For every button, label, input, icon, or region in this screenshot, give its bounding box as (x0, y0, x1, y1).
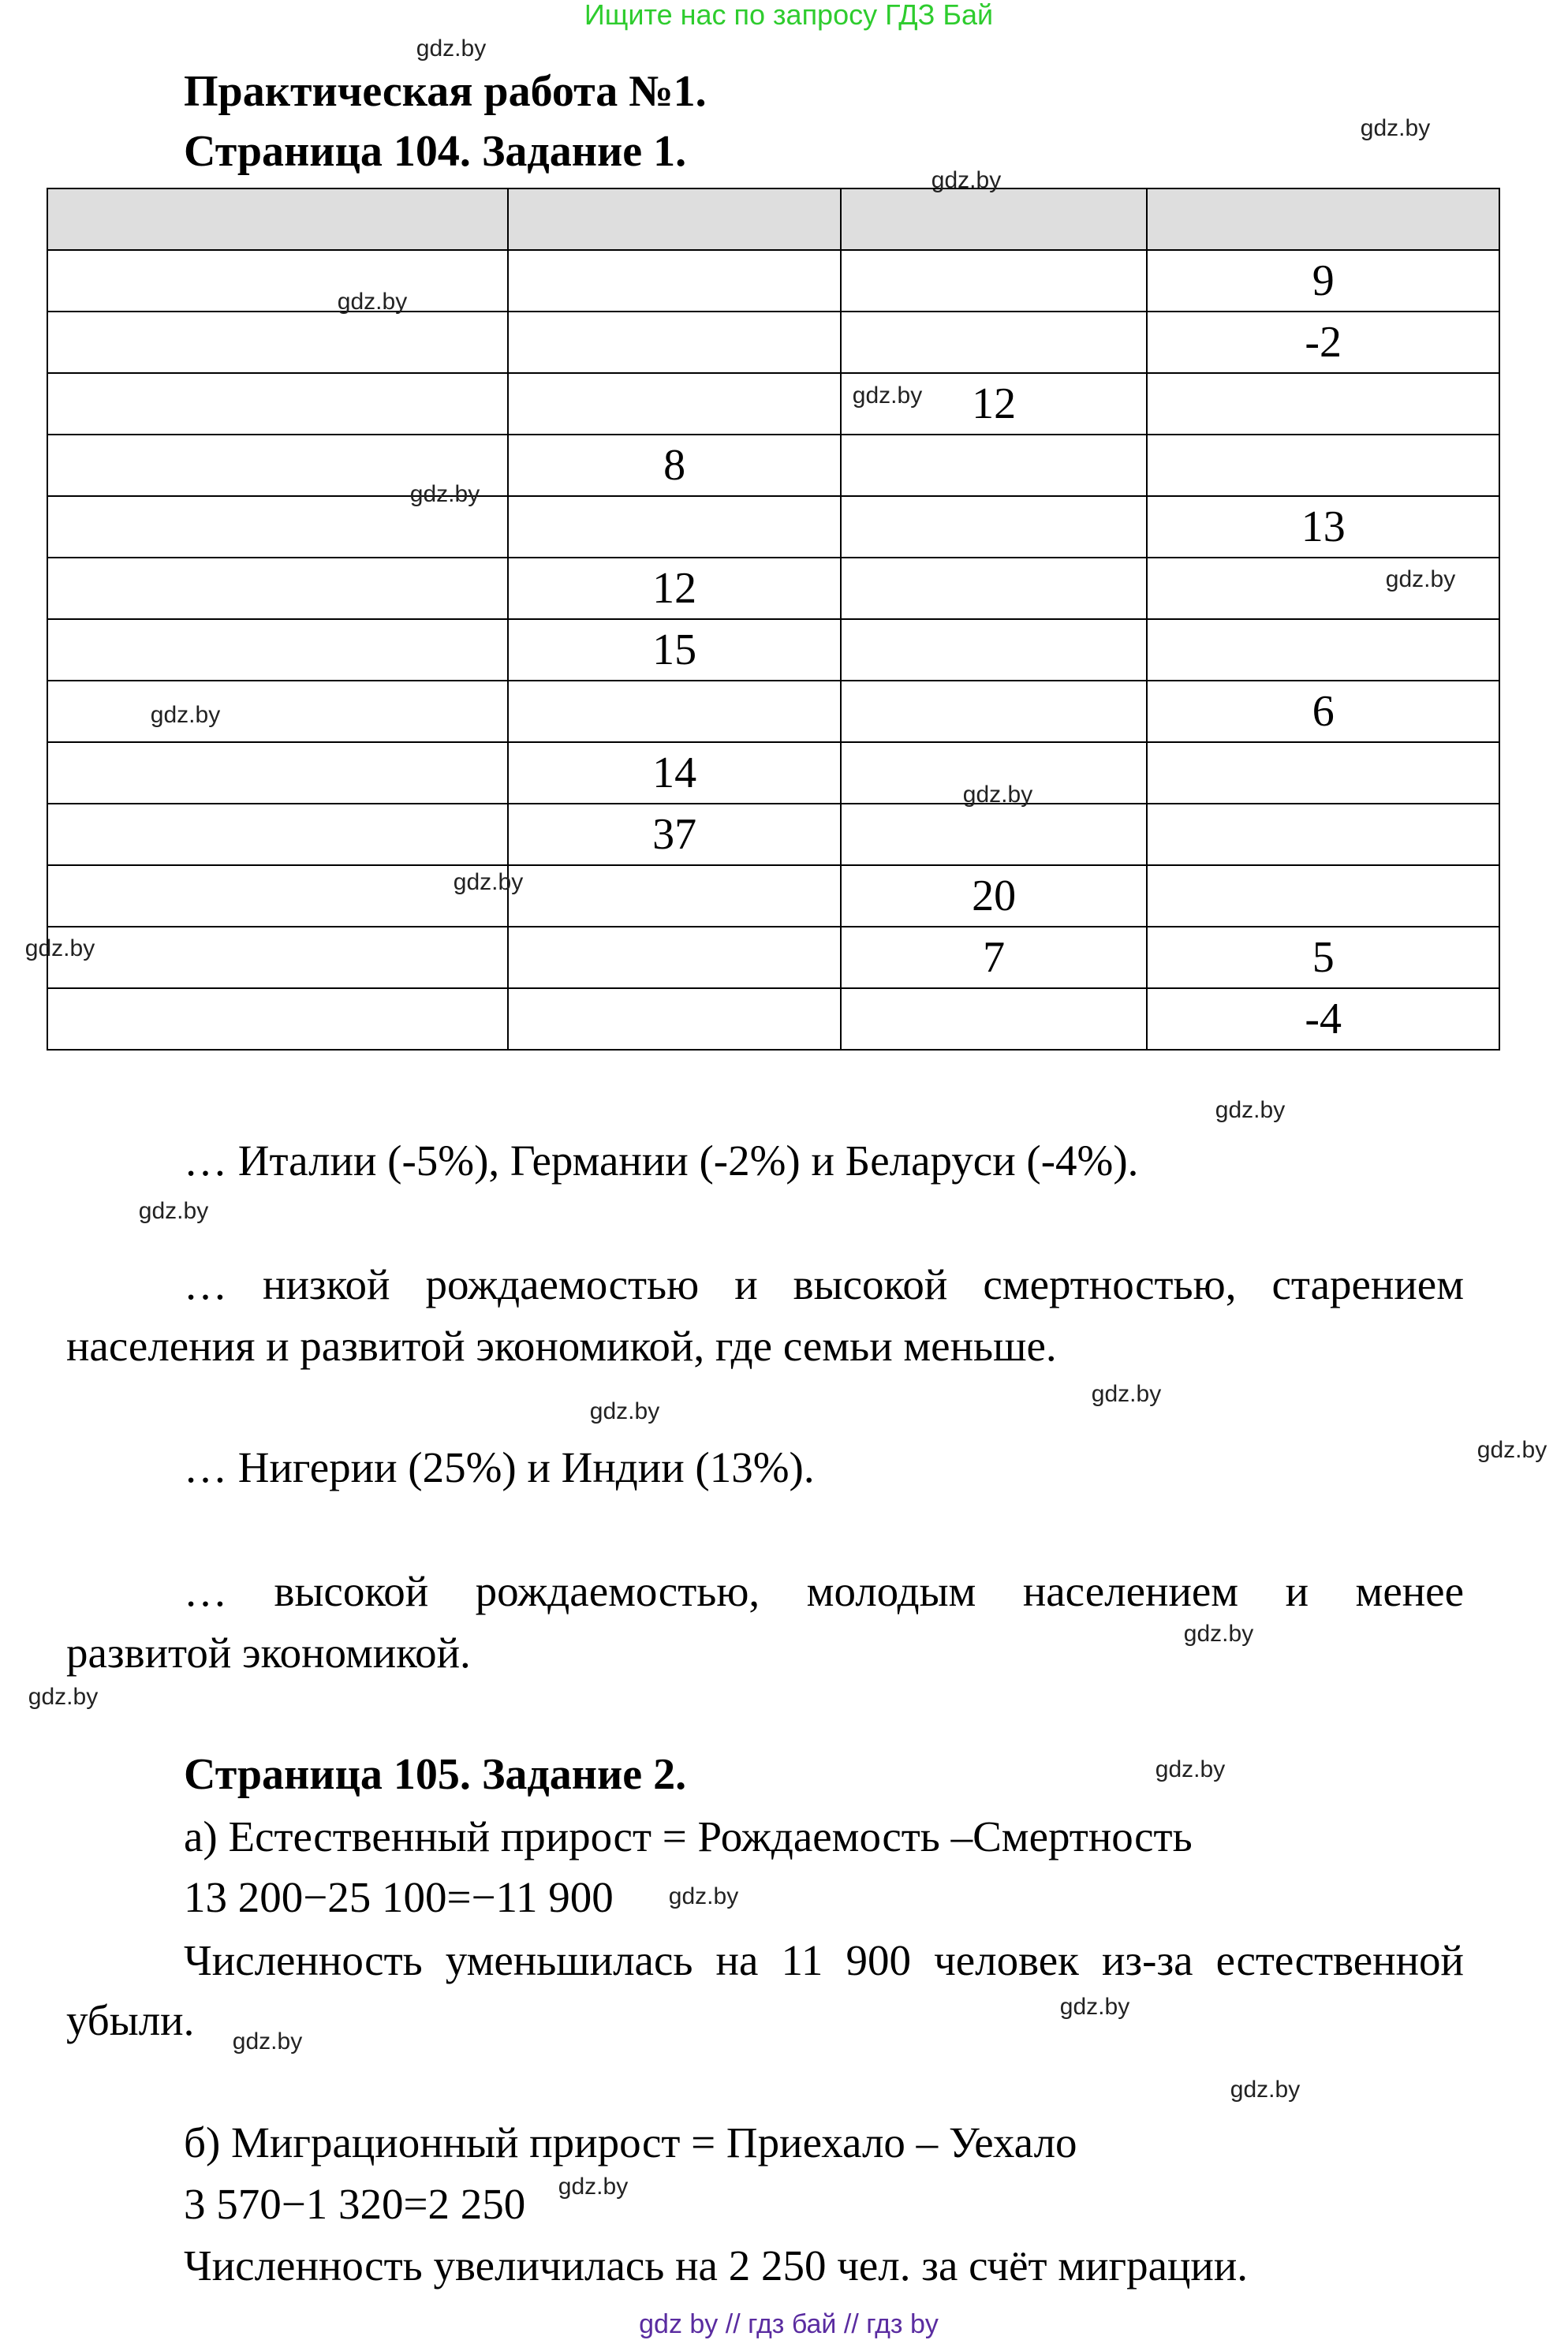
table-row (47, 619, 1499, 681)
watermark: gdz.by (1385, 566, 1456, 592)
table-cell: 7 (841, 927, 1148, 988)
table-cell (508, 312, 841, 373)
table-cell (508, 373, 841, 435)
table-cell (47, 312, 508, 373)
table-cell (841, 619, 1148, 681)
table-cell: 12 (841, 373, 1148, 435)
table-cell: 37 (508, 804, 841, 865)
table-cell (841, 988, 1148, 1050)
answer-reason-decline-line2: населения и развитой экономикой, где семьи меньше. (66, 1322, 1057, 1370)
answer-countries-decline: … Италии (-5%), Германии (-2%) и Беларуси (-4%). (184, 1136, 1139, 1185)
table-row (47, 373, 1499, 435)
table-row (47, 312, 1499, 373)
search-banner[interactable]: Ищите нас по запросу ГДЗ Бай (584, 0, 994, 31)
table-cell (1147, 373, 1499, 435)
migration-growth-result: Численность увеличилась на 2 250 чел. за счёт миграции. (184, 2241, 1249, 2290)
table-cell (841, 435, 1148, 496)
answer-reason-growth-line2: развитой экономикой. (66, 1629, 471, 1677)
footer-links[interactable]: gdz by // гдз бай // гдз by (639, 2309, 939, 2339)
table-cell (508, 250, 841, 312)
table-cell (47, 681, 508, 742)
watermark: gdz.by (1215, 1097, 1286, 1123)
table-cell: 13 (1147, 496, 1499, 558)
table-cell (47, 865, 508, 927)
answer-countries-growth: … Нигерии (25%) и Индии (13%). (184, 1443, 815, 1491)
watermark: gdz.by (232, 2028, 303, 2054)
table-cell: -4 (1147, 988, 1499, 1050)
watermark: gdz.by (1059, 1994, 1130, 2020)
watermark: gdz.by (852, 383, 923, 409)
table-cell: 12 (508, 558, 841, 619)
table-cell (47, 742, 508, 804)
header-cell (47, 188, 508, 250)
migration-growth-formula: б) Миграционный прирост = Приехало – Уехало (184, 2118, 1077, 2166)
data-table (47, 188, 1500, 1051)
watermark: gdz.by (962, 782, 1033, 808)
watermark: gdz.by (337, 289, 408, 315)
natural-growth-result-line2: убыли. (66, 1996, 195, 2044)
page-title: Практическая работа №1. (184, 67, 707, 116)
table-row (47, 804, 1499, 865)
watermark: gdz.by (1091, 1381, 1162, 1407)
header-cell (1147, 188, 1499, 250)
watermark: gdz.by (24, 935, 95, 961)
table-cell (47, 619, 508, 681)
table-cell (47, 804, 508, 865)
answer-reason-decline-line1: … низкой рождаемостью и высокой смертностью, старением (184, 1260, 1464, 1308)
table-cell (841, 496, 1148, 558)
table-cell (47, 250, 508, 315)
watermark: gdz.by (409, 481, 480, 507)
table-cell (508, 865, 841, 927)
table-row (47, 496, 1499, 558)
table-cell (1147, 865, 1499, 927)
watermark: gdz.by (558, 2174, 629, 2200)
table-cell: 9 (1147, 250, 1499, 312)
table-cell (508, 681, 841, 742)
section1-heading: Страница 104. Задание 1. (184, 127, 687, 176)
table-cell: 15 (508, 619, 841, 681)
table-cell (508, 927, 841, 988)
table-cell (1147, 742, 1499, 804)
table-cell (841, 250, 1148, 312)
table-row (47, 250, 1499, 312)
table-cell (47, 373, 508, 435)
table-cell (841, 804, 1148, 865)
table-cell: 14 (508, 742, 841, 804)
table-cell (47, 927, 508, 988)
watermark: gdz.by (416, 35, 487, 62)
natural-growth-calc: 13 200−25 100=−11 900 (184, 1873, 614, 1921)
watermark: gdz.by (150, 702, 221, 728)
watermark: gdz.by (931, 167, 1002, 193)
table-cell (1147, 619, 1499, 681)
watermark: gdz.by (138, 1198, 209, 1224)
table-cell: 8 (508, 435, 841, 496)
watermark: gdz.by (1360, 115, 1431, 141)
natural-growth-result-line1: Численность уменьшилась на 11 900 человек из-за естественной (184, 1936, 1464, 1984)
section2-heading: Страница 105. Задание 2. (184, 1750, 687, 1799)
table-row (47, 927, 1499, 988)
table-cell (1147, 804, 1499, 865)
table-cell (508, 988, 841, 1050)
table-cell: 5 (1147, 927, 1499, 988)
table-cell (47, 988, 508, 1050)
watermark: gdz.by (453, 869, 524, 895)
table-cell (841, 681, 1148, 742)
watermark: gdz.by (589, 1398, 660, 1424)
table-cell (1147, 435, 1499, 496)
watermark: gdz.by (1155, 1756, 1226, 1782)
watermark: gdz.by (28, 1684, 99, 1710)
migration-growth-calc: 3 570−1 320=2 250 (184, 2180, 526, 2228)
watermark: gdz.by (668, 1883, 739, 1909)
table-cell (841, 312, 1148, 373)
watermark: gdz.by (1477, 1437, 1547, 1463)
watermark: gdz.by (1230, 2077, 1301, 2103)
header-cell (508, 188, 841, 250)
table-cell (47, 558, 508, 619)
table-cell: -2 (1147, 312, 1499, 373)
table-row (47, 558, 1499, 619)
table-row (47, 988, 1499, 1050)
table-cell (841, 558, 1148, 619)
table-row (47, 742, 1499, 804)
header-cell (841, 188, 1148, 250)
table-header-row (47, 188, 1499, 250)
table-cell: 20 (841, 865, 1148, 927)
table-row (47, 681, 1499, 742)
table-row (47, 435, 1499, 496)
table-cell (508, 496, 841, 558)
natural-growth-formula: а) Естественный прирост = Рождаемость –Смертность (184, 1812, 1193, 1860)
table-row (47, 865, 1499, 927)
table-cell: 6 (1147, 681, 1499, 742)
answer-reason-growth-line1: … высокой рождаемостью, молодым населением и менее (184, 1567, 1464, 1615)
watermark: gdz.by (1183, 1621, 1254, 1647)
